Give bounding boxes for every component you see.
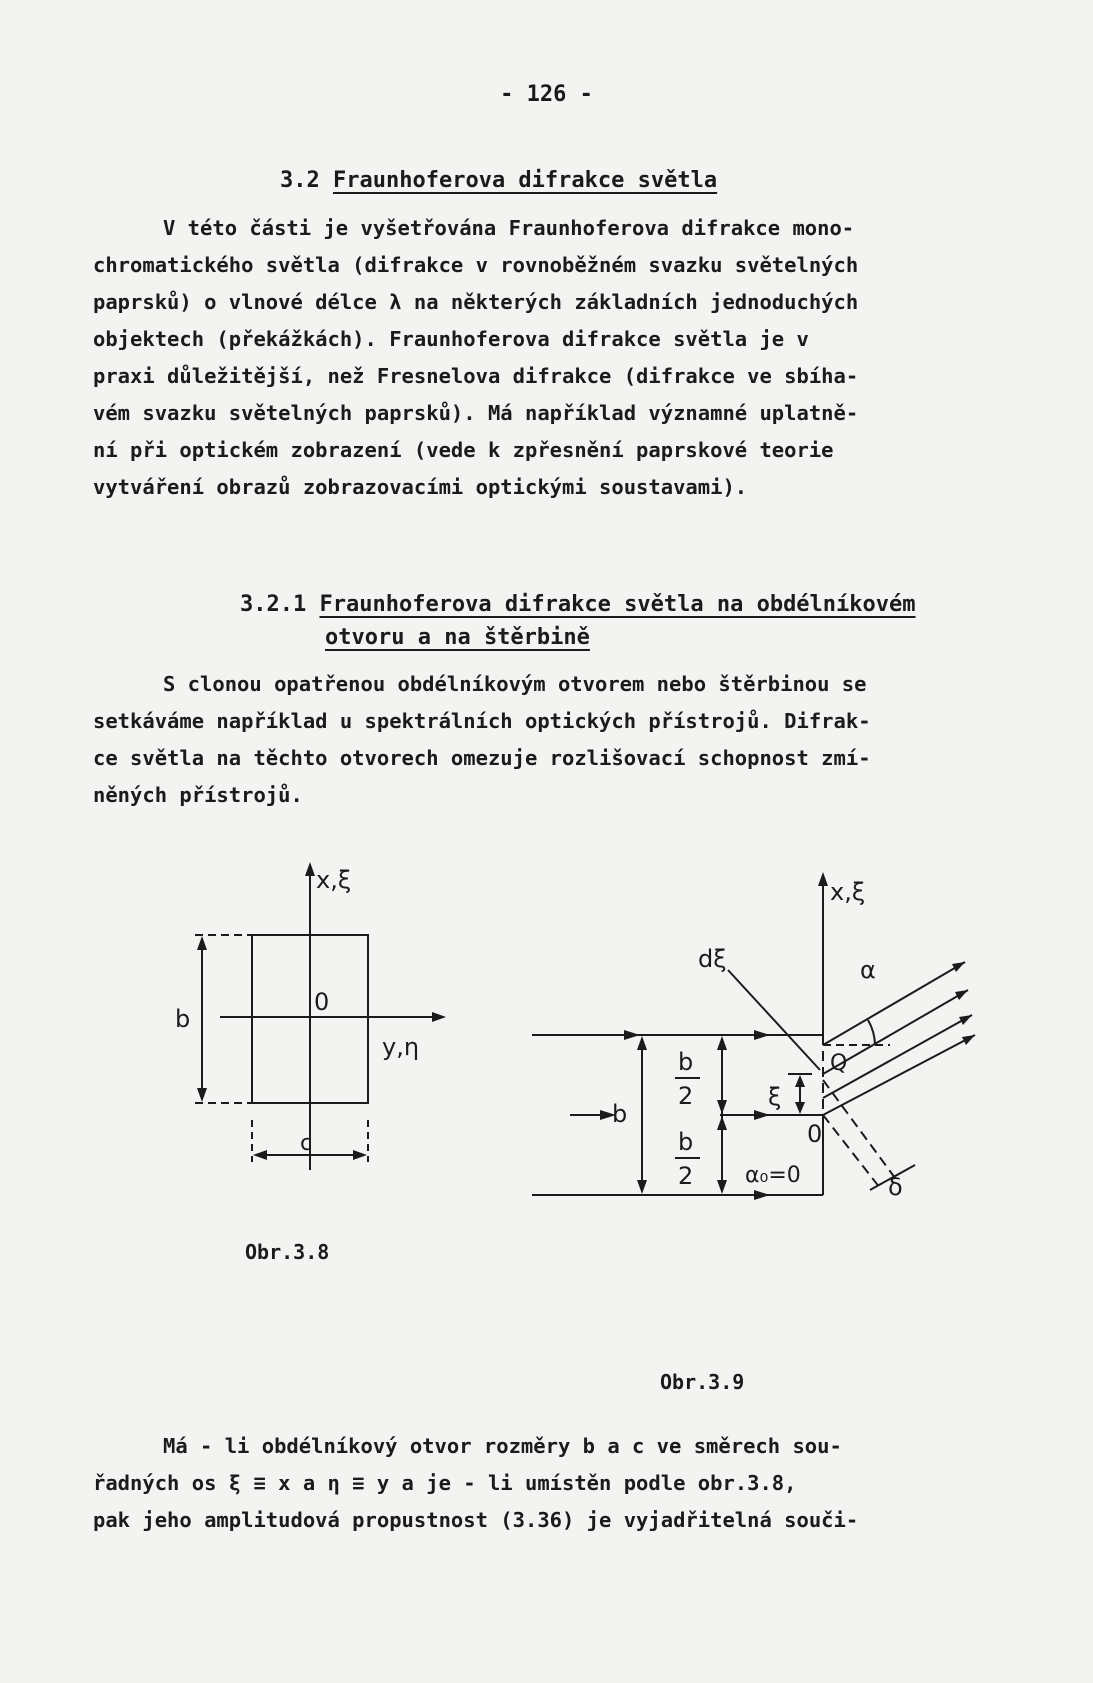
ray-arrow: [952, 962, 965, 972]
text-line: objektech (překážkách). Fraunhoferova difrakce světla je v: [93, 327, 809, 351]
dimension-c-label: c: [300, 1131, 313, 1156]
figure-3-9-caption: Obr.3.9: [660, 1370, 745, 1394]
ray-arrow: [962, 1035, 975, 1045]
half-b-arrow-mid-down: [717, 1116, 727, 1130]
xi-arrow-bottom: [795, 1102, 805, 1114]
text-line: řadných os ξ ≡ x a η ≡ y a je - li umístěn podle obr.3.8,: [93, 1471, 797, 1495]
subsection-title-line2: otvoru a na štěrbině: [325, 625, 590, 650]
ray-arrow: [754, 1190, 770, 1200]
text-line: Má - li obdélníkový otvor rozměry b a c ve směrech sou-: [163, 1434, 842, 1458]
alpha-label: α: [860, 956, 876, 984]
dimension-b-label: b: [175, 1005, 191, 1033]
text-line: vytváření obrazů zobrazovacími optickými soustavami).: [93, 475, 748, 499]
dimension-b-label: b: [612, 1100, 628, 1128]
alpha-zero-label: α₀=0: [745, 1163, 801, 1188]
text-line: vém svazku světelných paprsků). Má například významné uplatně-: [93, 401, 859, 425]
section-title: Fraunhoferova difrakce světla: [333, 168, 718, 193]
text-line: paprsků) o vlnové délce λ na některých základních jednoduchých: [93, 290, 859, 314]
figure-3-8-caption: Obr.3.8: [245, 1240, 330, 1264]
half-b-arrow-top: [717, 1036, 727, 1050]
half-b-arrow-mid-up: [717, 1100, 727, 1114]
ray-arrow: [754, 1110, 770, 1120]
intro-paragraph: [93, 210, 1033, 506]
half-b-arrow-bottom: [717, 1180, 727, 1194]
subsection-heading: [240, 592, 916, 617]
subsection-paragraph: [93, 666, 1033, 814]
section-number: 3.2: [280, 168, 320, 193]
alpha-arc: [868, 1020, 875, 1045]
x-axis-label: x,ξ: [830, 878, 866, 906]
half-b-top-num: b: [678, 1048, 694, 1076]
subsection-heading-cont: [325, 625, 590, 650]
point-q-label: Q: [830, 1051, 848, 1076]
x-axis-arrow: [818, 872, 828, 886]
text-line: ní při optickém zobrazení (vede k zpřesnění paprskové teorie: [93, 438, 834, 462]
ray-arrow: [754, 1030, 770, 1040]
subsection-title-line1: Fraunhoferova difrakce světla na obdélníkovém: [319, 592, 916, 617]
x-axis-label: x,ξ: [316, 866, 352, 894]
text-line: chromatického světla (difrakce v rovnoběžném svazku světelných: [93, 253, 859, 277]
dimension-b-arrow-top: [197, 936, 207, 950]
ray-arrow: [624, 1030, 640, 1040]
xi-arrow-top: [795, 1075, 805, 1087]
half-b-top-den: 2: [678, 1082, 694, 1110]
y-axis-label: y,η: [382, 1033, 420, 1061]
ray-arrow: [959, 1015, 972, 1025]
page-number: - 126 -: [500, 82, 593, 107]
delta-label: δ: [888, 1173, 903, 1200]
text-line: V této části je vyšetřována Fraunhoferova difrakce mono-: [163, 216, 855, 240]
dimension-b-arrow-top: [637, 1036, 647, 1050]
d-xi-leader: [728, 970, 820, 1070]
half-b-bottom-num: b: [678, 1128, 694, 1156]
bottom-paragraph: [93, 1428, 1033, 1539]
subsection-number: 3.2.1: [240, 592, 307, 617]
wavefront-line: [823, 1115, 880, 1188]
text-line: ce světla na těchto otvorech omezuje rozlišovací schopnost zmí-: [93, 746, 871, 770]
ray-arrow: [955, 990, 968, 1000]
dimension-b-arrow-bottom: [637, 1180, 647, 1194]
figure-3-8-rectangular-aperture: [150, 860, 470, 1190]
dimension-c-arrow-right: [353, 1150, 367, 1160]
x-axis-arrow: [305, 862, 315, 876]
dimension-c-arrow-left: [253, 1150, 267, 1160]
half-b-bottom-den: 2: [678, 1162, 694, 1190]
text-line: S clonou opatřenou obdélníkovým otvorem nebo štěrbinou se: [163, 672, 867, 696]
text-line: něných přístrojů.: [93, 783, 303, 807]
text-line: pak jeho amplitudová propustnost (3.36) je vyjadřitelná souči-: [93, 1508, 859, 1532]
figure-3-9-slit-diffraction: [520, 870, 1000, 1200]
xi-label: ξ: [768, 1083, 782, 1111]
origin-label: 0: [314, 988, 330, 1016]
y-axis-arrow: [432, 1012, 446, 1022]
origin-label: 0: [807, 1120, 823, 1148]
d-xi-label: dξ: [698, 945, 727, 973]
text-line: setkáváme například u spektrálních optických přístrojů. Difrak-: [93, 709, 871, 733]
dimension-b-arrow-bottom: [197, 1088, 207, 1102]
section-heading: [280, 168, 717, 193]
text-line: praxi důležitější, než Fresnelova difrakce (difrakce ve sbíha-: [93, 364, 859, 388]
